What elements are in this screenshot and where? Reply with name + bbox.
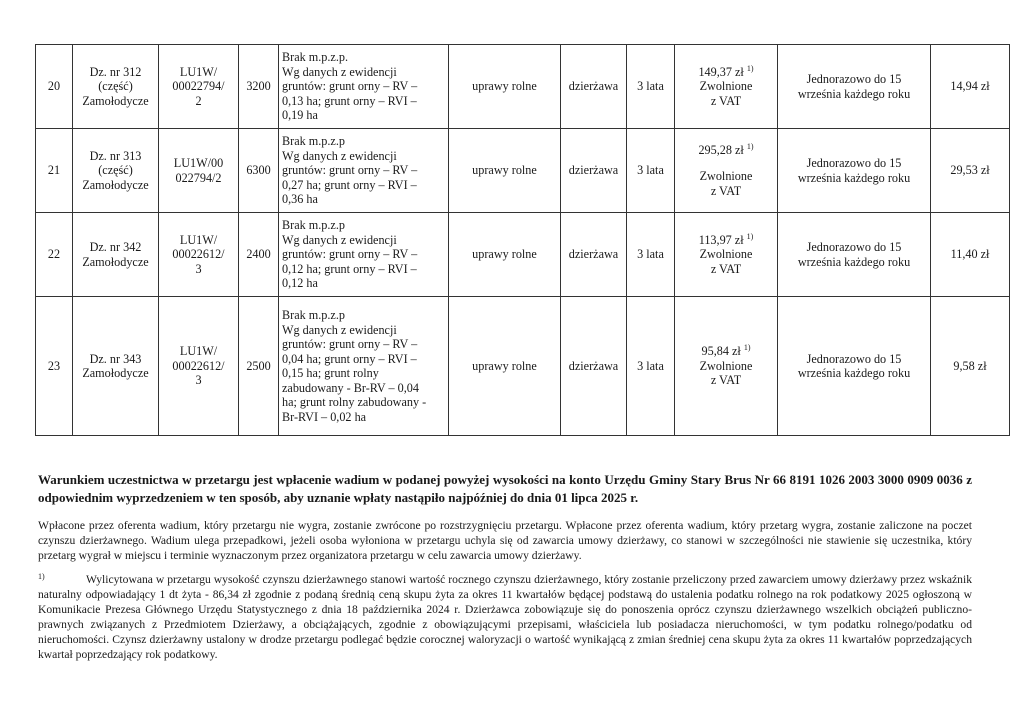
- description-cell-line: Brak m.p.z.p: [282, 134, 345, 149]
- plot-cell: [73, 129, 159, 213]
- payment-terms-cell-line: Jednorazowo do 15: [806, 351, 902, 366]
- description-cell: [279, 297, 449, 436]
- description-cell-line: Brak m.p.z.p: [282, 308, 345, 322]
- area-cell: 2500: [239, 297, 279, 436]
- description-cell-line: 0,13 ha; grunt orny – RVI –: [282, 93, 417, 108]
- payment-terms-cell: [778, 297, 931, 436]
- payment-terms-cell-line: Jednorazowo do 15: [806, 156, 902, 170]
- lease-period-cell: 3 lata: [627, 129, 675, 213]
- plot-cell: [73, 213, 159, 297]
- land-register-cell-line: 2: [195, 93, 202, 108]
- description-cell-line: Br-RVI – 0,02 ha: [282, 409, 367, 424]
- description-cell: [279, 45, 449, 129]
- area-cell: 2400: [239, 213, 279, 297]
- rent-amount: 295,28 zł: [698, 142, 744, 157]
- land-register-cell-line: LU1W/00: [173, 156, 224, 170]
- plot-cell-line: Dz. nr 342: [89, 240, 142, 254]
- deposit-rules-paragraph: Wpłacone przez oferenta wadium, który przetargu nie wygra, zostanie zwrócone po rozstrzygnięciu przetargu. Wpłacone przez oferenta wadium, który przetarg wygra, zostanie zaliczone na poczet czynszu dzierżawnego. Wadium ulega przepadkowi, jeżeli osoba wyłoniona w przetargu uchyla się od zawarcia umowy dzierżawy, co stanowi w szczególności nie stawienie się uczestnika, który przetarg wygrał w miejscu i terminie wyznaczonym przez organizatora przetargu w celu zawarcia umowy dzierżawy.: [38, 519, 972, 562]
- rent-amount-line: [678, 344, 774, 359]
- description-cell-line: ha; grunt rolny zabudowany -: [282, 395, 427, 409]
- description-cell-line: zabudowany - Br-RV – 0,04: [282, 380, 419, 395]
- land-register-cell: [159, 213, 239, 297]
- row-number-cell: 21: [36, 129, 73, 213]
- payment-terms-cell-line: września każdego roku: [797, 254, 911, 269]
- description-cell-line: Wg danych z ewidencji: [282, 64, 397, 79]
- payment-terms-cell-line: września każdego roku: [797, 366, 911, 380]
- plot-cell-line: Zamołodycze: [82, 366, 149, 380]
- rent-footnote: [38, 572, 972, 662]
- description-cell: [279, 129, 449, 213]
- vat-status-line: z VAT: [710, 373, 742, 388]
- row-number-cell: 20: [36, 45, 73, 129]
- vat-status-line: Zwolnione: [699, 169, 753, 184]
- rent-cell: [675, 129, 778, 213]
- deposit-cell: 11,40 zł: [931, 213, 1010, 297]
- land-register-cell-line: LU1W/: [179, 344, 218, 359]
- lease-period-cell: 3 lata: [627, 297, 675, 436]
- plot-cell: [73, 45, 159, 129]
- description-cell-line: gruntów: grunt orny – RV –: [282, 79, 418, 94]
- description-cell-line: Wg danych z ewidencji: [282, 148, 397, 163]
- purpose-cell: uprawy rolne: [449, 213, 561, 297]
- description-cell-line: Brak m.p.z.p.: [282, 50, 349, 65]
- vat-status-line: z VAT: [710, 183, 742, 198]
- rent-amount-line: [678, 143, 774, 158]
- deposit-cell: 9,58 zł: [931, 297, 1010, 436]
- table-row: [36, 213, 1010, 297]
- footnote-ref: 1): [746, 231, 754, 241]
- payment-terms-cell-line: września każdego roku: [797, 170, 911, 185]
- description-cell-line: 0,15 ha; grunt rolny: [282, 366, 379, 380]
- description-cell-line: 0,19 ha: [282, 108, 318, 123]
- plot-cell-line: (część): [98, 163, 133, 178]
- land-register-cell: [159, 129, 239, 213]
- table-row: [36, 297, 1010, 436]
- payment-terms-cell-line: Jednorazowo do 15: [806, 240, 902, 254]
- plot-cell-line: Zamołodycze: [82, 93, 149, 108]
- payment-terms-cell: [778, 45, 931, 129]
- footnote-ref: 1): [746, 63, 754, 73]
- payment-terms-cell-line: września każdego roku: [797, 86, 911, 101]
- plot-cell-line: Dz. nr 313: [89, 148, 142, 163]
- description-cell-line: 0,36 ha: [282, 192, 318, 207]
- land-register-cell-line: LU1W/: [179, 64, 218, 79]
- plot-cell-line: (część): [98, 79, 133, 94]
- deposit-cell: 14,94 zł: [931, 45, 1010, 129]
- lease-table: [35, 44, 1010, 436]
- payment-terms-cell: [778, 129, 931, 213]
- footnote-ref: 1): [743, 343, 751, 353]
- area-cell: 3200: [239, 45, 279, 129]
- rent-amount-line: [678, 65, 774, 80]
- deposit-cell: 29,53 zł: [931, 129, 1010, 213]
- land-register-cell-line: 00022794/: [172, 79, 225, 94]
- vat-status-line: Zwolnione: [699, 358, 753, 373]
- rent-cell: [675, 297, 778, 436]
- description-cell: [279, 213, 449, 297]
- rent-cell: [675, 45, 778, 129]
- lease-form-cell: dzierżawa: [561, 129, 627, 213]
- footnote-ref: 1): [746, 141, 754, 151]
- row-number-cell: 22: [36, 213, 73, 297]
- description-cell-line: 0,27 ha; grunt orny – RVI –: [282, 177, 417, 192]
- rent-amount-line: [678, 233, 774, 248]
- land-register-cell-line: LU1W/: [179, 232, 218, 247]
- table-row: [36, 45, 1010, 129]
- plot-cell-line: Zamołodycze: [82, 177, 149, 192]
- table-row: [36, 129, 1010, 213]
- area-cell: 6300: [239, 129, 279, 213]
- plot-cell-line: Dz. nr 312: [89, 64, 142, 79]
- purpose-cell: uprawy rolne: [449, 129, 561, 213]
- payment-terms-cell: [778, 213, 931, 297]
- plot-cell: [73, 297, 159, 436]
- spacer: [678, 157, 774, 169]
- description-cell-line: 0,12 ha; grunt orny – RVI –: [282, 261, 417, 276]
- purpose-cell: uprawy rolne: [449, 45, 561, 129]
- rent-amount: 113,97 zł: [698, 232, 744, 247]
- land-register-cell-line: 00022612/: [172, 247, 225, 262]
- vat-status-line: Zwolnione: [699, 79, 753, 94]
- description-cell-line: gruntów: grunt orny – RV –: [282, 247, 418, 262]
- vat-status-line: z VAT: [710, 261, 742, 276]
- vat-status-line: z VAT: [710, 93, 742, 108]
- deposit-condition-notice: Warunkiem uczestnictwa w przetargu jest wpłacenie wadium w podanej powyżej wysokości na konto Urzędu Gminy Stary Brus Nr 66 8191 1026 2003 3000 0909 0036 z odpowiednim wyprzedzeniem w ten sposób, aby uznanie wpłaty nastąpiło najpóźniej do dnia 01 lipca 2025 r.: [38, 472, 972, 505]
- footnote-marker: 1): [38, 572, 45, 581]
- lease-form-cell: dzierżawa: [561, 297, 627, 436]
- land-register-cell: [159, 45, 239, 129]
- description-cell-line: gruntów: grunt orny – RV –: [282, 337, 418, 351]
- land-register-cell-line: 00022612/: [172, 358, 225, 373]
- description-cell-line: 0,04 ha; grunt orny – RVI –: [282, 351, 417, 366]
- land-register-cell-line: 3: [195, 261, 202, 276]
- description-cell-line: Wg danych z ewidencji: [282, 232, 397, 247]
- footnote-text: Wylicytowana w przetargu wysokość czynszu dzierżawnego stanowi wartość rocznego czynszu dzierżawnego, który zostanie przeliczony przed zawarciem umowy dzierżawy przez wskaźnik naturalny odpowiadający 1 dt żyta - 86,34 zł zgodnie z podaną średnią ceną skupu żyta za okres 11 kwartałów będącej podstawą do ustalenia podatku rolnego na rok podatkowy 2025 ogłoszoną w Komunikacie Prezesa Głównego Urzędu Statystycznego z dnia 18 października 2024 r. Dzierżawca zobowiązuje się do ponoszenia oprócz czynszu dzierżawnego wszelkich obciążeń publiczno-prawnych związanych z Przedmiotem Dzierżawy, a obciążających, zgodnie z obowiązującymi przepisami, właściciela lub posiadacza nieruchomości, w tym podatku rolnego/podatku od nieruchomości. Czynsz dzierżawny ustalony w drodze przetargu podlegać będzie corocznej waloryzacji o wartość wynikającą z zmian średniej cena skupu żyta za okres 11 kwartałów poprzedzających kwartał poprzedzający rok podatkowy.: [38, 573, 972, 661]
- lease-period-cell: 3 lata: [627, 45, 675, 129]
- lease-form-cell: dzierżawa: [561, 45, 627, 129]
- land-register-cell-line: 3: [195, 373, 202, 388]
- description-cell-line: 0,12 ha: [282, 276, 318, 291]
- plot-cell-line: Dz. nr 343: [89, 351, 142, 366]
- description-cell-line: Brak m.p.z.p: [282, 218, 345, 233]
- plot-cell-line: Zamołodycze: [82, 254, 149, 269]
- rent-amount: 95,84 zł: [701, 344, 741, 359]
- lease-form-cell: dzierżawa: [561, 213, 627, 297]
- land-register-cell: [159, 297, 239, 436]
- vat-status-line: Zwolnione: [699, 247, 753, 262]
- rent-amount: 149,37 zł: [698, 64, 744, 79]
- purpose-cell: uprawy rolne: [449, 297, 561, 436]
- lease-period-cell: 3 lata: [627, 213, 675, 297]
- description-cell-line: Wg danych z ewidencji: [282, 322, 397, 337]
- rent-cell: [675, 213, 778, 297]
- row-number-cell: 23: [36, 297, 73, 436]
- land-register-cell-line: 022794/2: [175, 170, 222, 185]
- payment-terms-cell-line: Jednorazowo do 15: [806, 72, 902, 86]
- description-cell-line: gruntów: grunt orny – RV –: [282, 163, 418, 178]
